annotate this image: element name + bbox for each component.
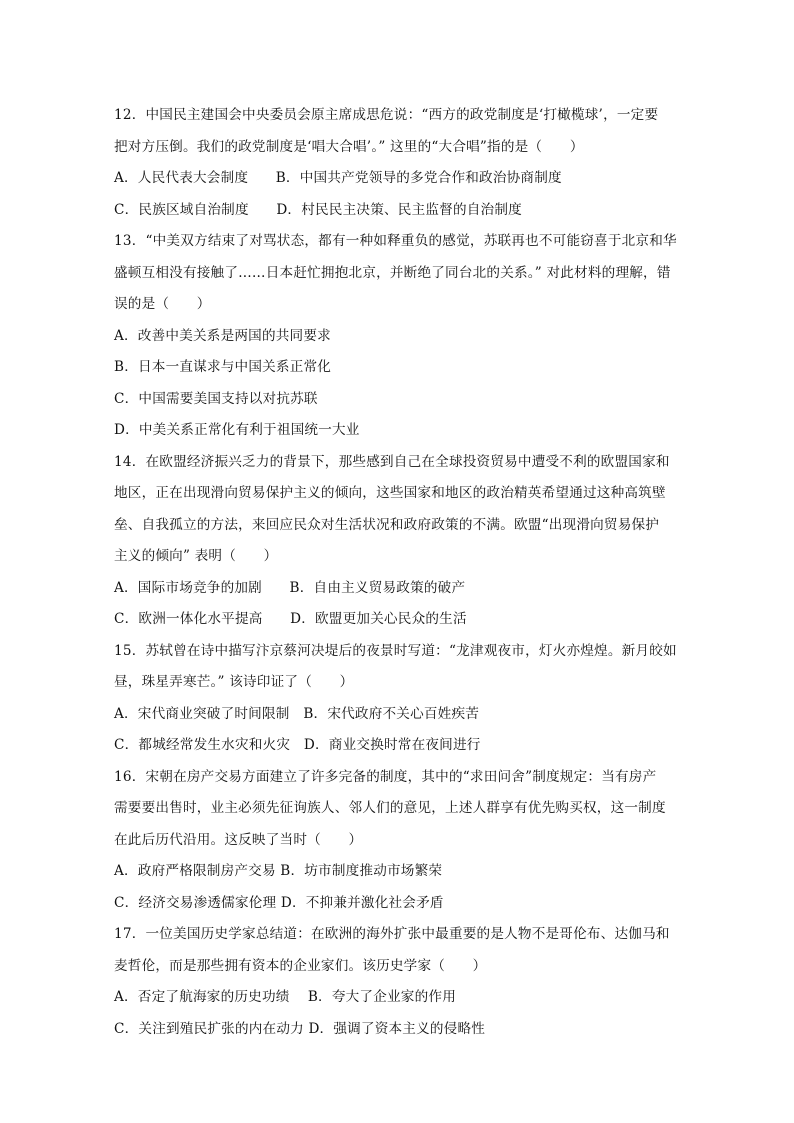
question-15-stem-line-1: 15．苏轼曾在诗中描写汴京蔡河决堤后的夜景时写道：“龙津观夜市，灯火亦煌煌。新月皎如: [114, 643, 677, 659]
question-14-stem-line-1: 14．在欧盟经济振兴乏力的背景下，那些感到自己在全球投资贸易中遭受不利的欧盟国家和: [114, 454, 670, 470]
question-16-stem-line-3: 在此后历代沿用。这反映了当时（ ）: [114, 832, 363, 848]
question-13-stem-line-1: 13．“中美双方结束了对骂状态，都有一种如释重负的感觉，苏联再也不可能窃喜于北京和华: [114, 233, 677, 249]
question-17-stem-line-1: 17．一位美国历史学家总结道：在欧洲的海外扩张中最重要的是人物不是哥伦布、达伽马和: [114, 926, 670, 942]
question-12-stem-line-1: 12．中国民主建国会中央委员会原主席成思危说：“西方的政党制度是‘打橄榄球’，一定要: [114, 107, 659, 123]
question-13-stem-line-3: 误的是（ ）: [114, 296, 211, 312]
question-15-options-cd: C．都城经常发生水灾和火灾 D．商业交换时常在夜间进行: [114, 737, 481, 753]
question-12-stem-line-2: 把对方压倒。我们的政党制度是‘唱大合唱’。” 这里的“大合唱”指的是（ ）: [114, 139, 584, 155]
question-17-options-cd: C．关注到殖民扩张的内在动力 D．强调了资本主义的侵略性: [114, 1021, 486, 1037]
question-14-options-cd: C．欧洲一体化水平提高 D．欧盟更加关心民众的生活: [114, 611, 467, 627]
question-16-options-cd: C．经济交易渗透儒家伦理 D．不抑兼并激化社会矛盾: [114, 895, 444, 911]
question-14-stem-line-2: 地区，正在出现滑向贸易保护主义的倾向，这些国家和地区的政治精英希望通过这种高筑壁: [114, 485, 666, 501]
question-16-options-ab: A．政府严格限制房产交易 B．坊市制度推动市场繁荣: [114, 863, 443, 879]
question-15-options-ab: A．宋代商业突破了时间限制 B．宋代政府不关心百姓疾苦: [114, 706, 480, 722]
question-12-options-ab: A．人民代表大会制度 B．中国共产党领导的多党合作和政治协商制度: [114, 170, 562, 186]
question-16-stem-line-2: 需要要出售时，业主必须先征询族人、邻人们的意见，上述人群享有优先购买权，这一制度: [114, 800, 666, 816]
question-14-stem-line-3: 垒、自我孤立的方法，来回应民众对生活状况和政府政策的不满。欧盟“出现滑向贸易保护: [114, 517, 660, 533]
question-12-options-cd: C．民族区域自治制度 D．村民民主决策、民主监督的自治制度: [114, 202, 522, 218]
question-17-options-ab: A．否定了航海家的历史功绩 B．夸大了企业家的作用: [114, 989, 456, 1005]
question-16-stem-line-1: 16．宋朝在房产交易方面建立了许多完备的制度，其中的“求田问舍”制度规定：当有房产: [114, 769, 657, 785]
question-13-option-d: D．中美关系正常化有利于祖国统一大业: [114, 422, 360, 438]
question-13-option-b: B．日本一直谋求与中国关系正常化: [114, 359, 332, 375]
question-14-stem-line-4: 主义的倾向” 表明（ ）: [114, 548, 278, 564]
question-15-stem-line-2: 昼，珠星弄寒芒。” 该诗印证了（ ）: [114, 674, 354, 690]
question-13-stem-line-2: 盛顿互相没有接触了……日本赶忙拥抱北京，并断绝了同台北的关系。” 对此材料的理解，错: [114, 265, 671, 281]
question-17-stem-line-2: 麦哲伦，而是那些拥有资本的企业家们。该历史学家（ ）: [114, 958, 487, 974]
question-14-options-ab: A．国际市场竞争的加剧 B．自由主义贸易政策的破产: [114, 580, 466, 596]
question-13-option-a: A．改善中美关系是两国的共同要求: [114, 328, 331, 344]
question-13-option-c: C．中国需要美国支持以对抗苏联: [114, 391, 318, 407]
